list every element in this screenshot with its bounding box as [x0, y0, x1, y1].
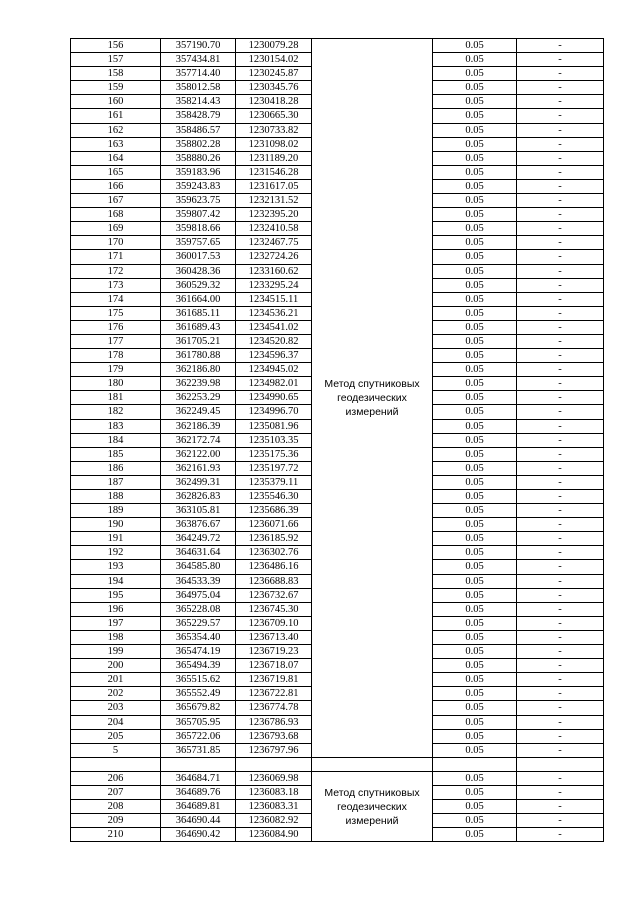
- x-coordinate-cell: 360017.53: [161, 250, 236, 264]
- note-cell: -: [517, 532, 604, 546]
- empty-cell: [71, 757, 161, 771]
- accuracy-cell: 0.05: [433, 306, 517, 320]
- point-number-cell: 203: [71, 701, 161, 715]
- x-coordinate-cell: 365731.85: [161, 743, 236, 757]
- accuracy-cell: 0.05: [433, 179, 517, 193]
- x-coordinate-cell: 361664.00: [161, 292, 236, 306]
- note-cell: -: [517, 306, 604, 320]
- x-coordinate-cell: 359818.66: [161, 222, 236, 236]
- note-cell: -: [517, 278, 604, 292]
- x-coordinate-cell: 358428.79: [161, 109, 236, 123]
- note-cell: -: [517, 250, 604, 264]
- y-coordinate-cell: 1236082.92: [236, 814, 312, 828]
- point-number-cell: 208: [71, 800, 161, 814]
- y-coordinate-cell: 1234990.65: [236, 391, 312, 405]
- point-number-cell: 156: [71, 39, 161, 53]
- point-number-cell: 175: [71, 306, 161, 320]
- accuracy-cell: 0.05: [433, 151, 517, 165]
- note-cell: -: [517, 81, 604, 95]
- accuracy-cell: 0.05: [433, 743, 517, 757]
- x-coordinate-cell: 364533.39: [161, 574, 236, 588]
- point-number-cell: 206: [71, 771, 161, 785]
- y-coordinate-cell: 1234945.02: [236, 363, 312, 377]
- x-coordinate-cell: 362239.98: [161, 377, 236, 391]
- note-cell: -: [517, 292, 604, 306]
- note-cell: -: [517, 504, 604, 518]
- point-number-cell: 173: [71, 278, 161, 292]
- y-coordinate-cell: 1236709.10: [236, 616, 312, 630]
- accuracy-cell: 0.05: [433, 81, 517, 95]
- point-number-cell: 204: [71, 715, 161, 729]
- note-cell: -: [517, 673, 604, 687]
- point-number-cell: 182: [71, 405, 161, 419]
- accuracy-cell: 0.05: [433, 771, 517, 785]
- point-number-cell: 169: [71, 222, 161, 236]
- x-coordinate-cell: 361705.21: [161, 334, 236, 348]
- accuracy-cell: 0.05: [433, 785, 517, 799]
- x-coordinate-cell: 365722.06: [161, 729, 236, 743]
- accuracy-cell: 0.05: [433, 109, 517, 123]
- point-number-cell: 176: [71, 320, 161, 334]
- accuracy-cell: 0.05: [433, 194, 517, 208]
- point-number-cell: 205: [71, 729, 161, 743]
- note-cell: -: [517, 349, 604, 363]
- y-coordinate-cell: 1236732.67: [236, 588, 312, 602]
- x-coordinate-cell: 364585.80: [161, 560, 236, 574]
- y-coordinate-cell: 1231546.28: [236, 165, 312, 179]
- x-coordinate-cell: 364689.81: [161, 800, 236, 814]
- y-coordinate-cell: 1235546.30: [236, 490, 312, 504]
- accuracy-cell: 0.05: [433, 250, 517, 264]
- x-coordinate-cell: 365354.40: [161, 630, 236, 644]
- x-coordinate-cell: 361689.43: [161, 320, 236, 334]
- note-cell: -: [517, 475, 604, 489]
- point-number-cell: 191: [71, 532, 161, 546]
- accuracy-cell: 0.05: [433, 814, 517, 828]
- point-number-cell: 187: [71, 475, 161, 489]
- y-coordinate-cell: 1235103.35: [236, 433, 312, 447]
- y-coordinate-cell: 1231189.20: [236, 151, 312, 165]
- accuracy-cell: 0.05: [433, 560, 517, 574]
- y-coordinate-cell: 1236071.66: [236, 518, 312, 532]
- x-coordinate-cell: 363876.67: [161, 518, 236, 532]
- note-cell: -: [517, 67, 604, 81]
- point-number-cell: 200: [71, 659, 161, 673]
- y-coordinate-cell: 1234515.11: [236, 292, 312, 306]
- y-coordinate-cell: 1236069.98: [236, 771, 312, 785]
- y-coordinate-cell: 1236083.31: [236, 800, 312, 814]
- x-coordinate-cell: 364684.71: [161, 771, 236, 785]
- note-cell: -: [517, 208, 604, 222]
- point-number-cell: 194: [71, 574, 161, 588]
- point-number-cell: 189: [71, 504, 161, 518]
- empty-cell: [161, 757, 236, 771]
- coordinates-table-body: [71, 39, 604, 842]
- y-coordinate-cell: 1234520.82: [236, 334, 312, 348]
- note-cell: -: [517, 137, 604, 151]
- point-number-cell: 160: [71, 95, 161, 109]
- y-coordinate-cell: 1234596.37: [236, 349, 312, 363]
- point-number-cell: 5: [71, 743, 161, 757]
- x-coordinate-cell: 365552.49: [161, 687, 236, 701]
- y-coordinate-cell: 1236084.90: [236, 828, 312, 842]
- table-row: [71, 771, 604, 785]
- x-coordinate-cell: 358802.28: [161, 137, 236, 151]
- accuracy-cell: 0.05: [433, 800, 517, 814]
- point-number-cell: 188: [71, 490, 161, 504]
- point-number-cell: 185: [71, 447, 161, 461]
- y-coordinate-cell: 1232467.75: [236, 236, 312, 250]
- y-coordinate-cell: 1233160.62: [236, 264, 312, 278]
- accuracy-cell: 0.05: [433, 377, 517, 391]
- y-coordinate-cell: 1236797.96: [236, 743, 312, 757]
- note-cell: -: [517, 785, 604, 799]
- point-number-cell: 177: [71, 334, 161, 348]
- x-coordinate-cell: 365474.19: [161, 645, 236, 659]
- accuracy-cell: 0.05: [433, 292, 517, 306]
- point-number-cell: 199: [71, 645, 161, 659]
- accuracy-cell: 0.05: [433, 729, 517, 743]
- x-coordinate-cell: 358880.26: [161, 151, 236, 165]
- accuracy-cell: 0.05: [433, 363, 517, 377]
- y-coordinate-cell: 1231098.02: [236, 137, 312, 151]
- note-cell: -: [517, 363, 604, 377]
- note-cell: -: [517, 729, 604, 743]
- note-cell: -: [517, 405, 604, 419]
- note-cell: -: [517, 715, 604, 729]
- x-coordinate-cell: 357714.40: [161, 67, 236, 81]
- point-number-cell: 202: [71, 687, 161, 701]
- point-number-cell: 180: [71, 377, 161, 391]
- y-coordinate-cell: 1236719.23: [236, 645, 312, 659]
- point-number-cell: 168: [71, 208, 161, 222]
- point-number-cell: 179: [71, 363, 161, 377]
- y-coordinate-cell: 1234536.21: [236, 306, 312, 320]
- y-coordinate-cell: 1236688.83: [236, 574, 312, 588]
- x-coordinate-cell: 357434.81: [161, 53, 236, 67]
- y-coordinate-cell: 1236719.81: [236, 673, 312, 687]
- note-cell: -: [517, 701, 604, 715]
- note-cell: -: [517, 560, 604, 574]
- y-coordinate-cell: 1234982.01: [236, 377, 312, 391]
- x-coordinate-cell: 364690.44: [161, 814, 236, 828]
- accuracy-cell: 0.05: [433, 447, 517, 461]
- accuracy-cell: 0.05: [433, 715, 517, 729]
- point-number-cell: 162: [71, 123, 161, 137]
- y-coordinate-cell: 1236722.81: [236, 687, 312, 701]
- accuracy-cell: 0.05: [433, 574, 517, 588]
- point-number-cell: 178: [71, 349, 161, 363]
- accuracy-cell: 0.05: [433, 222, 517, 236]
- y-coordinate-cell: 1230245.87: [236, 67, 312, 81]
- note-cell: -: [517, 53, 604, 67]
- y-coordinate-cell: 1235175.36: [236, 447, 312, 461]
- x-coordinate-cell: 360428.36: [161, 264, 236, 278]
- note-cell: -: [517, 616, 604, 630]
- x-coordinate-cell: 359757.65: [161, 236, 236, 250]
- point-number-cell: 210: [71, 828, 161, 842]
- y-coordinate-cell: 1236786.93: [236, 715, 312, 729]
- separator-row: [71, 757, 604, 771]
- accuracy-cell: 0.05: [433, 461, 517, 475]
- accuracy-cell: 0.05: [433, 208, 517, 222]
- note-cell: -: [517, 687, 604, 701]
- note-cell: -: [517, 320, 604, 334]
- y-coordinate-cell: 1236745.30: [236, 602, 312, 616]
- x-coordinate-cell: 359807.42: [161, 208, 236, 222]
- y-coordinate-cell: 1234541.02: [236, 320, 312, 334]
- accuracy-cell: 0.05: [433, 602, 517, 616]
- note-cell: -: [517, 546, 604, 560]
- accuracy-cell: 0.05: [433, 123, 517, 137]
- accuracy-cell: 0.05: [433, 264, 517, 278]
- note-cell: -: [517, 574, 604, 588]
- y-coordinate-cell: 1236718.07: [236, 659, 312, 673]
- x-coordinate-cell: 365229.57: [161, 616, 236, 630]
- empty-cell: [517, 757, 604, 771]
- x-coordinate-cell: 364690.42: [161, 828, 236, 842]
- accuracy-cell: 0.05: [433, 532, 517, 546]
- y-coordinate-cell: 1232724.26: [236, 250, 312, 264]
- point-number-cell: 195: [71, 588, 161, 602]
- method-cell: Метод спутниковых геодезических измерений: [312, 39, 433, 758]
- note-cell: -: [517, 222, 604, 236]
- x-coordinate-cell: 365679.82: [161, 701, 236, 715]
- note-cell: -: [517, 194, 604, 208]
- x-coordinate-cell: 360529.32: [161, 278, 236, 292]
- note-cell: -: [517, 645, 604, 659]
- note-cell: -: [517, 518, 604, 532]
- x-coordinate-cell: 362253.29: [161, 391, 236, 405]
- y-coordinate-cell: 1230733.82: [236, 123, 312, 137]
- x-coordinate-cell: 359183.96: [161, 165, 236, 179]
- accuracy-cell: 0.05: [433, 278, 517, 292]
- table-row: [71, 39, 604, 53]
- note-cell: -: [517, 39, 604, 53]
- x-coordinate-cell: 358012.58: [161, 81, 236, 95]
- method-cell: Метод спутниковых геодезических измерений: [312, 771, 433, 841]
- x-coordinate-cell: 362826.83: [161, 490, 236, 504]
- x-coordinate-cell: 362499.31: [161, 475, 236, 489]
- point-number-cell: 201: [71, 673, 161, 687]
- point-number-cell: 193: [71, 560, 161, 574]
- y-coordinate-cell: 1232131.52: [236, 194, 312, 208]
- y-coordinate-cell: 1233295.24: [236, 278, 312, 292]
- point-number-cell: 159: [71, 81, 161, 95]
- y-coordinate-cell: 1230345.76: [236, 81, 312, 95]
- note-cell: -: [517, 659, 604, 673]
- y-coordinate-cell: 1232395.20: [236, 208, 312, 222]
- point-number-cell: 157: [71, 53, 161, 67]
- note-cell: -: [517, 602, 604, 616]
- x-coordinate-cell: 364689.76: [161, 785, 236, 799]
- y-coordinate-cell: 1231617.05: [236, 179, 312, 193]
- point-number-cell: 184: [71, 433, 161, 447]
- accuracy-cell: 0.05: [433, 419, 517, 433]
- note-cell: -: [517, 433, 604, 447]
- y-coordinate-cell: 1230079.28: [236, 39, 312, 53]
- accuracy-cell: 0.05: [433, 645, 517, 659]
- point-number-cell: 196: [71, 602, 161, 616]
- accuracy-cell: 0.05: [433, 334, 517, 348]
- x-coordinate-cell: 362161.93: [161, 461, 236, 475]
- note-cell: -: [517, 95, 604, 109]
- accuracy-cell: 0.05: [433, 828, 517, 842]
- x-coordinate-cell: 363105.81: [161, 504, 236, 518]
- note-cell: -: [517, 588, 604, 602]
- x-coordinate-cell: 359243.83: [161, 179, 236, 193]
- point-number-cell: 170: [71, 236, 161, 250]
- x-coordinate-cell: 364249.72: [161, 532, 236, 546]
- accuracy-cell: 0.05: [433, 137, 517, 151]
- x-coordinate-cell: 362172.74: [161, 433, 236, 447]
- point-number-cell: 165: [71, 165, 161, 179]
- note-cell: -: [517, 419, 604, 433]
- note-cell: -: [517, 461, 604, 475]
- point-number-cell: 166: [71, 179, 161, 193]
- point-number-cell: 163: [71, 137, 161, 151]
- accuracy-cell: 0.05: [433, 236, 517, 250]
- accuracy-cell: 0.05: [433, 701, 517, 715]
- y-coordinate-cell: 1236083.18: [236, 785, 312, 799]
- point-number-cell: 186: [71, 461, 161, 475]
- point-number-cell: 172: [71, 264, 161, 278]
- accuracy-cell: 0.05: [433, 673, 517, 687]
- x-coordinate-cell: 357190.70: [161, 39, 236, 53]
- accuracy-cell: 0.05: [433, 546, 517, 560]
- point-number-cell: 183: [71, 419, 161, 433]
- empty-cell: [236, 757, 312, 771]
- x-coordinate-cell: 361685.11: [161, 306, 236, 320]
- point-number-cell: 207: [71, 785, 161, 799]
- x-coordinate-cell: 358486.57: [161, 123, 236, 137]
- x-coordinate-cell: 362122.00: [161, 447, 236, 461]
- accuracy-cell: 0.05: [433, 53, 517, 67]
- note-cell: -: [517, 151, 604, 165]
- y-coordinate-cell: 1236185.92: [236, 532, 312, 546]
- point-number-cell: 167: [71, 194, 161, 208]
- note-cell: -: [517, 109, 604, 123]
- accuracy-cell: 0.05: [433, 630, 517, 644]
- y-coordinate-cell: 1236486.16: [236, 560, 312, 574]
- accuracy-cell: 0.05: [433, 95, 517, 109]
- x-coordinate-cell: 358214.43: [161, 95, 236, 109]
- y-coordinate-cell: 1230154.02: [236, 53, 312, 67]
- point-number-cell: 171: [71, 250, 161, 264]
- y-coordinate-cell: 1235081.96: [236, 419, 312, 433]
- point-number-cell: 158: [71, 67, 161, 81]
- accuracy-cell: 0.05: [433, 518, 517, 532]
- y-coordinate-cell: 1234996.70: [236, 405, 312, 419]
- accuracy-cell: 0.05: [433, 659, 517, 673]
- accuracy-cell: 0.05: [433, 349, 517, 363]
- note-cell: -: [517, 490, 604, 504]
- note-cell: -: [517, 264, 604, 278]
- note-cell: -: [517, 447, 604, 461]
- point-number-cell: 164: [71, 151, 161, 165]
- accuracy-cell: 0.05: [433, 405, 517, 419]
- note-cell: -: [517, 179, 604, 193]
- note-cell: -: [517, 743, 604, 757]
- x-coordinate-cell: 365494.39: [161, 659, 236, 673]
- point-number-cell: 161: [71, 109, 161, 123]
- y-coordinate-cell: 1235197.72: [236, 461, 312, 475]
- accuracy-cell: 0.05: [433, 490, 517, 504]
- note-cell: -: [517, 236, 604, 250]
- accuracy-cell: 0.05: [433, 67, 517, 81]
- note-cell: -: [517, 334, 604, 348]
- accuracy-cell: 0.05: [433, 616, 517, 630]
- point-number-cell: 209: [71, 814, 161, 828]
- y-coordinate-cell: 1230665.30: [236, 109, 312, 123]
- empty-cell: [312, 757, 433, 771]
- point-number-cell: 192: [71, 546, 161, 560]
- accuracy-cell: 0.05: [433, 588, 517, 602]
- point-number-cell: 181: [71, 391, 161, 405]
- x-coordinate-cell: 364975.04: [161, 588, 236, 602]
- point-number-cell: 190: [71, 518, 161, 532]
- x-coordinate-cell: 362249.45: [161, 405, 236, 419]
- point-number-cell: 197: [71, 616, 161, 630]
- note-cell: -: [517, 123, 604, 137]
- y-coordinate-cell: 1232410.58: [236, 222, 312, 236]
- y-coordinate-cell: 1236774.78: [236, 701, 312, 715]
- note-cell: -: [517, 828, 604, 842]
- note-cell: -: [517, 814, 604, 828]
- point-number-cell: 198: [71, 630, 161, 644]
- x-coordinate-cell: 365705.95: [161, 715, 236, 729]
- accuracy-cell: 0.05: [433, 504, 517, 518]
- x-coordinate-cell: 365228.08: [161, 602, 236, 616]
- y-coordinate-cell: 1235686.39: [236, 504, 312, 518]
- accuracy-cell: 0.05: [433, 320, 517, 334]
- x-coordinate-cell: 364631.64: [161, 546, 236, 560]
- accuracy-cell: 0.05: [433, 687, 517, 701]
- x-coordinate-cell: 359623.75: [161, 194, 236, 208]
- y-coordinate-cell: 1236793.68: [236, 729, 312, 743]
- note-cell: -: [517, 800, 604, 814]
- note-cell: -: [517, 165, 604, 179]
- empty-cell: [433, 757, 517, 771]
- y-coordinate-cell: 1236302.76: [236, 546, 312, 560]
- y-coordinate-cell: 1230418.28: [236, 95, 312, 109]
- note-cell: -: [517, 771, 604, 785]
- note-cell: -: [517, 630, 604, 644]
- note-cell: -: [517, 377, 604, 391]
- point-number-cell: 174: [71, 292, 161, 306]
- accuracy-cell: 0.05: [433, 165, 517, 179]
- accuracy-cell: 0.05: [433, 475, 517, 489]
- x-coordinate-cell: 361780.88: [161, 349, 236, 363]
- x-coordinate-cell: 365515.62: [161, 673, 236, 687]
- x-coordinate-cell: 362186.80: [161, 363, 236, 377]
- coordinates-table: [70, 38, 604, 842]
- y-coordinate-cell: 1235379.11: [236, 475, 312, 489]
- x-coordinate-cell: 362186.39: [161, 419, 236, 433]
- note-cell: -: [517, 391, 604, 405]
- accuracy-cell: 0.05: [433, 39, 517, 53]
- accuracy-cell: 0.05: [433, 433, 517, 447]
- y-coordinate-cell: 1236713.40: [236, 630, 312, 644]
- accuracy-cell: 0.05: [433, 391, 517, 405]
